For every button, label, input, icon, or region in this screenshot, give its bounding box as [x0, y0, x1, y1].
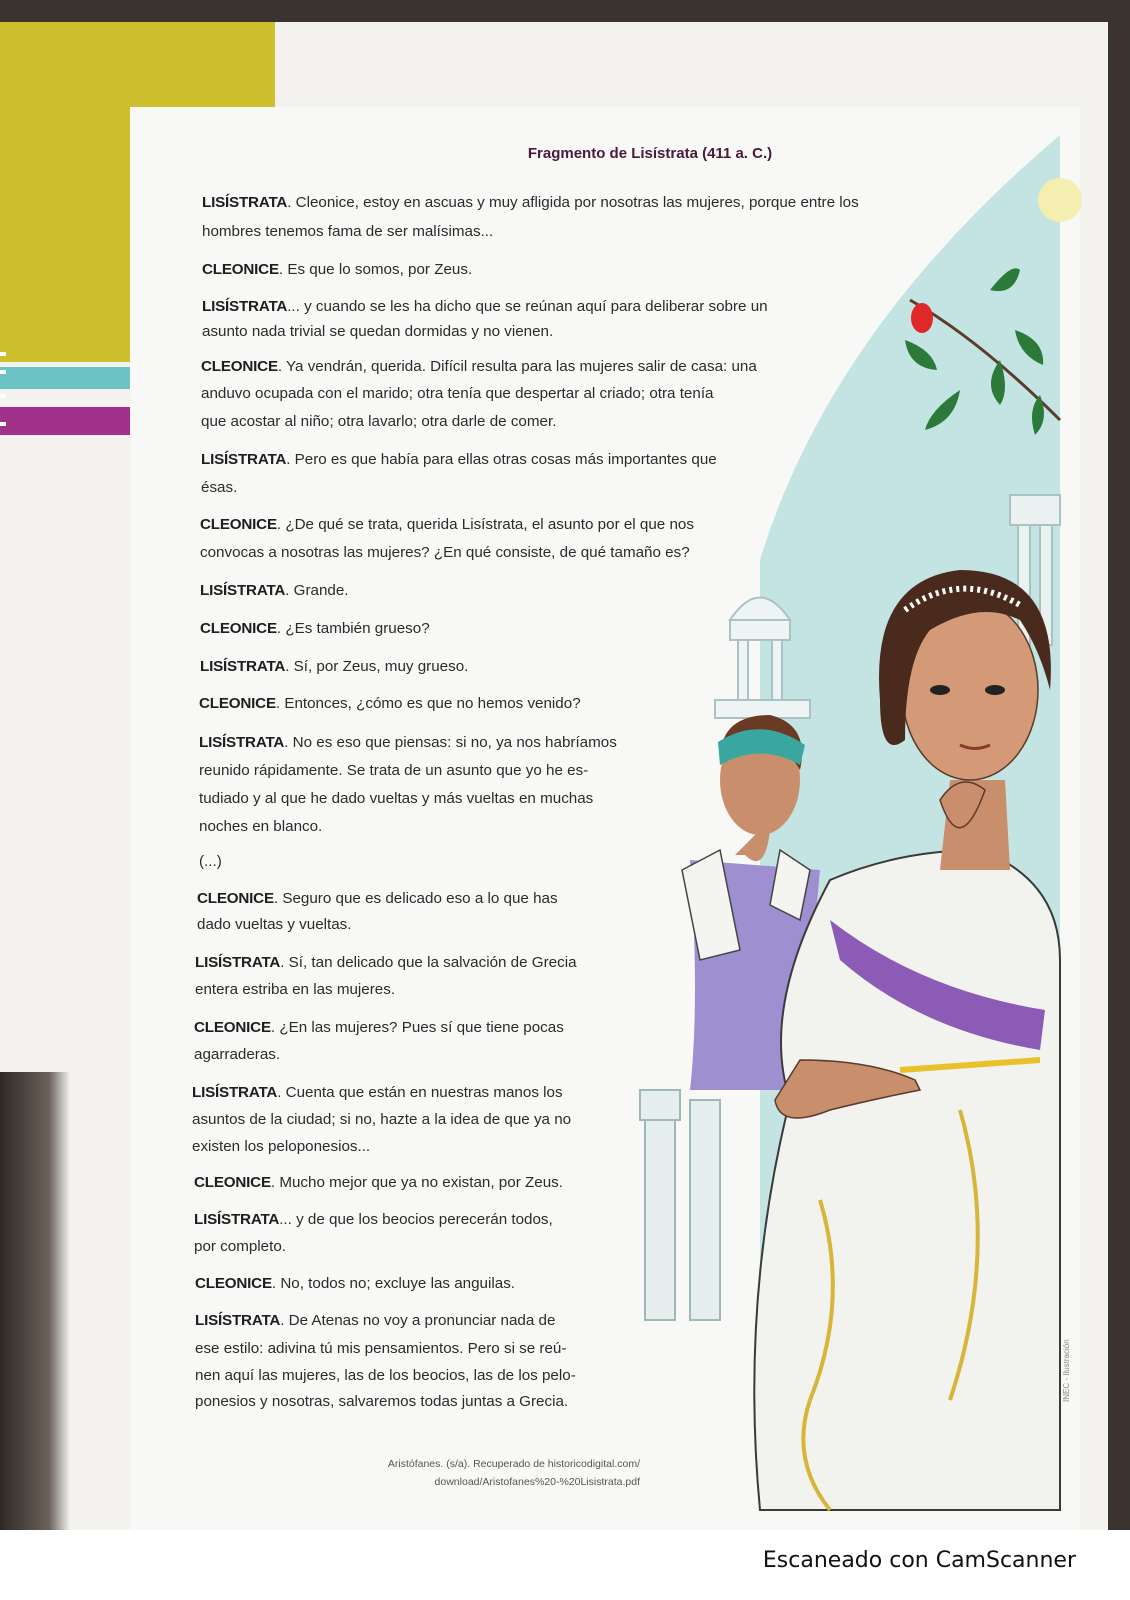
dialogue-text-fragment: . Ya vendrán, querida. Difícil resulta para las mujeres salir de casa: una: [277, 358, 757, 375]
dialogue-text-fragment: . ¿Es también grueso?: [276, 620, 430, 637]
dialogue-line: [194, 1210, 553, 1230]
dialogue-line: [195, 1392, 568, 1412]
dialogue-text-fragment: . Pero es que había para ellas otras cosas más importantes que: [286, 451, 717, 468]
dialogue-line: [195, 980, 395, 1000]
dialogue-line: [201, 357, 757, 377]
sun-icon: [1038, 178, 1082, 222]
illustration-credit: INEC - Ilustración: [1062, 1339, 1071, 1402]
dialogue-text-fragment: noches en blanco.: [199, 818, 323, 835]
dialogue-text-fragment: . No, todos no; excluye las anguilas.: [271, 1275, 516, 1292]
dialogue-text-fragment: convocas a nosotras las mujeres? ¿En qué consiste, de qué tamaño es?: [200, 544, 690, 561]
speaker-name: LISÍSTRATA: [201, 451, 287, 468]
dialogue-text-fragment: hombres tenemos fama de ser malísimas...: [202, 223, 494, 240]
dialogue-text-fragment: (...): [199, 853, 222, 870]
speaker-name: LISÍSTRATA: [192, 1084, 278, 1101]
dialogue-line: [202, 222, 493, 242]
dialogue-line: [195, 953, 577, 973]
dialogue-text-fragment: . Grande.: [285, 582, 349, 599]
dialogue-line: [199, 817, 322, 837]
dialogue-line: [194, 1237, 286, 1257]
dialogue-text-fragment: que acostar al niño; otra lavarlo; otra darle de comer.: [201, 413, 557, 430]
dialogue-text-fragment: ... y de que los beocios perecerán todos,: [279, 1211, 553, 1228]
dialogue-text-fragment: . Es que lo somos, por Zeus.: [278, 261, 473, 278]
speaker-name: CLEONICE: [199, 695, 276, 712]
speaker-name: LISÍSTRATA: [195, 954, 281, 971]
speaker-name: CLEONICE: [197, 890, 274, 907]
dialogue-text-fragment: entera estriba en las mujeres.: [195, 981, 396, 998]
dialogue-text-fragment: . ¿En las mujeres? Pues sí que tiene pocas: [270, 1019, 564, 1036]
dialogue-text-fragment: . ¿De qué se trata, querida Lisístrata, el asunto por el que nos: [276, 516, 694, 533]
dialogue-text-fragment: agarraderas.: [194, 1046, 281, 1063]
dialogue-line: [199, 852, 222, 872]
dialogue-text-fragment: . Sí, por Zeus, muy grueso.: [285, 658, 469, 675]
speaker-name: CLEONICE: [194, 1174, 271, 1191]
dialogue-line: [201, 478, 237, 498]
dialogue-line: [202, 297, 768, 317]
dialogue-text-fragment: . Cuenta que están en nuestras manos los: [277, 1084, 563, 1101]
speaker-name: LISÍSTRATA: [202, 298, 288, 315]
dialogue-line: [200, 543, 690, 563]
pomegranate-icon: [911, 303, 933, 333]
dialogue-line: [197, 915, 352, 935]
speaker-name: LISÍSTRATA: [200, 582, 286, 599]
dialogue-text-fragment: . Cleonice, estoy en ascuas y muy afligida por nosotras las mujeres, porque entre los: [287, 194, 859, 211]
dialogue-line: [199, 761, 588, 781]
dialogue-text-fragment: . Sí, tan delicado que la salvación de Grecia: [280, 954, 577, 971]
dialogue-line: [201, 450, 717, 470]
dialogue-text-fragment: por completo.: [194, 1238, 287, 1255]
dialogue-line: [200, 581, 349, 601]
dialogue-text-fragment: anduvo ocupada con el marido; otra tenía que despertar al criado; otra tenía: [201, 385, 714, 402]
dialogue-text-fragment: dado vueltas y vueltas.: [197, 916, 352, 933]
dialogue-line: [194, 1018, 564, 1038]
columns-bottom: [640, 1090, 720, 1320]
speaker-name: CLEONICE: [201, 358, 278, 375]
dialogue-line: [199, 789, 593, 809]
dialogue-line: [192, 1110, 571, 1130]
source-line-1: Aristófanes. (s/a). Recuperado de historicodigital.com/: [387, 1458, 640, 1470]
camscanner-watermark: Escaneado con CamScanner: [762, 1548, 1076, 1573]
dialogue-line: [197, 889, 558, 909]
source-line-2: download/Aristofanes%20-%20Lisistrata.pdf: [434, 1476, 640, 1488]
dialogue-line: [199, 733, 617, 753]
dialogue-line: [201, 412, 556, 432]
dialogue-line: [194, 1173, 563, 1193]
speaker-name: CLEONICE: [202, 261, 279, 278]
dialogue-text-fragment: asunto nada trivial se quedan dormidas y no vienen.: [202, 323, 554, 340]
speaker-name: LISÍSTRATA: [202, 194, 288, 211]
dialogue-text-fragment: . No es eso que piensas: si no, ya nos habríamos: [284, 734, 617, 751]
speaker-name: CLEONICE: [195, 1275, 272, 1292]
dialogue-line: [200, 619, 430, 639]
dialogue-text-fragment: existen los peloponesios...: [192, 1138, 371, 1155]
dialogue-text-fragment: ese estilo: adivina tú mis pensamientos. Pero si se reú-: [195, 1340, 567, 1357]
speaker-name: CLEONICE: [200, 620, 277, 637]
dialogue-line: [195, 1366, 576, 1386]
dialogue-text-fragment: asuntos de la ciudad; si no, hazte a la idea de que ya no: [192, 1111, 572, 1128]
dialogue-text-fragment: ésas.: [201, 479, 238, 496]
speaker-name: LISÍSTRATA: [199, 734, 285, 751]
dialogue-text-fragment: . Seguro que es delicado eso a lo que has: [273, 890, 558, 907]
dialogue-text-fragment: . De Atenas no voy a pronunciar nada de: [280, 1312, 556, 1329]
dialogue-line: [202, 322, 553, 342]
dialogue-text-fragment: nen aquí las mujeres, las de los beocios, las de los pelo-: [195, 1367, 576, 1384]
speaker-name: LISÍSTRATA: [194, 1211, 280, 1228]
dialogue-line: [192, 1083, 563, 1103]
dialogue-line: [195, 1274, 515, 1294]
dialogue-line: [192, 1137, 370, 1157]
page-title: Fragmento de Lisístrata (411 a. C.): [527, 145, 773, 162]
speaker-name: CLEONICE: [200, 516, 277, 533]
dialogue-text-fragment: . Entonces, ¿cómo es que no hemos venido?: [275, 695, 581, 712]
dialogue-text-fragment: ... y cuando se les ha dicho que se reúnan aquí para deliberar sobre un: [287, 298, 768, 315]
dialogue-line: [195, 1311, 555, 1331]
dialogue-line: [200, 657, 468, 677]
speaker-name: LISÍSTRATA: [200, 658, 286, 675]
dialogue-line: [194, 1045, 280, 1065]
source-citation: [280, 1455, 640, 1491]
dialogue-text-fragment: tudiado y al que he dado vueltas y más vueltas en muchas: [199, 790, 594, 807]
speaker-name: CLEONICE: [194, 1019, 271, 1036]
dialogue-line: [200, 515, 694, 535]
dialogue-text-fragment: reunido rápidamente. Se trata de un asunto que yo he es-: [199, 762, 589, 779]
dialogue-line: [195, 1339, 566, 1359]
dialogue-line: [199, 694, 581, 714]
dialogue-text-fragment: ponesios y nosotras, salvaremos todas juntas a Grecia.: [195, 1393, 569, 1410]
dialogue-line: [202, 260, 472, 280]
dialogue-line: [201, 384, 714, 404]
dialogue-text-fragment: . Mucho mejor que ya no existan, por Zeus.: [270, 1174, 563, 1191]
speaker-name: LISÍSTRATA: [195, 1312, 281, 1329]
dialogue-line: [202, 193, 859, 213]
